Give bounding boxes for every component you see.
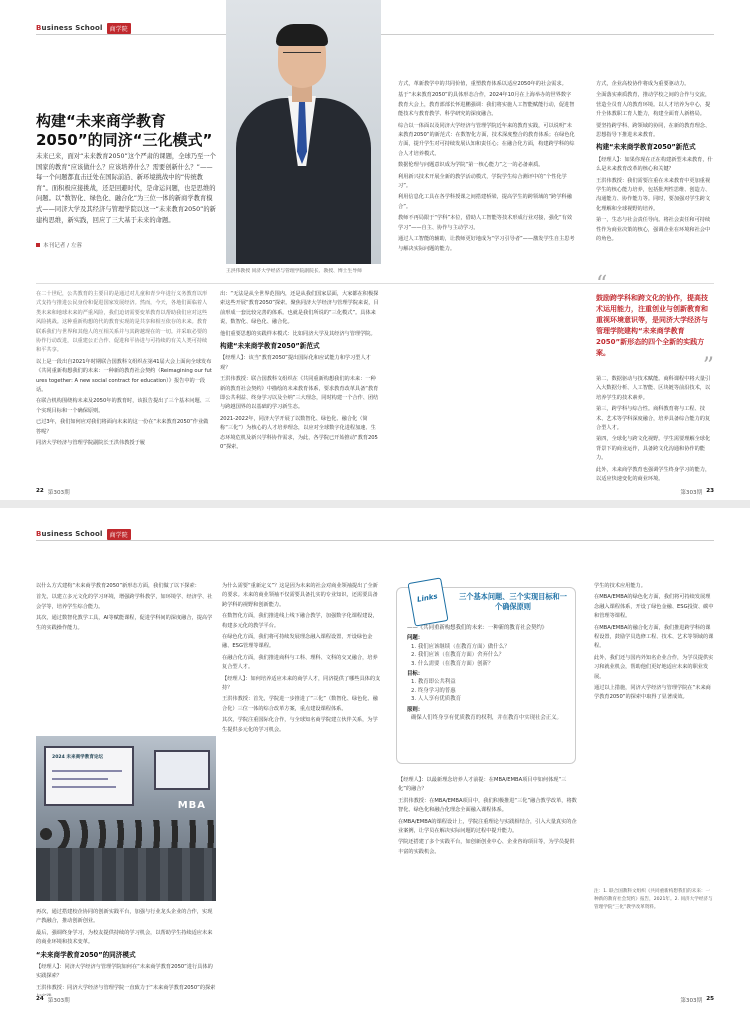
page-number: 23 — [706, 488, 714, 494]
paragraph: 王洪伟教授：联合国教科文组织在《共同重新构想我们的未来：一种新的教育社会契约》中描绘的未来教育体系，要求教育改革具备“教育即公共利益、终身学习以及全纳”三大理念，同时构建一个合作、团结与跨越国界的以基础的学习新生态。 — [220, 376, 379, 411]
magazine-spread-1 — [0, 0, 750, 500]
links-item: 1. 我们应该继续（在教育方面）做什么？ — [411, 643, 510, 650]
article-column-4 — [596, 80, 714, 270]
paragraph: 【经理人】：如果你现在正在构建新型未来教育，什么是未来教育改革的核心和关键？ — [596, 156, 713, 173]
paragraph: 综合以一体面以及同济大学经济与管理学院近年来的教育实践，可以说明“未来教育2050”的新范式：在数智化方面，技术深度整合的教育体系；在绿色化方面，提升学生对可持续发展认知和责任心；在融合化方面，构建跨学科的综合人才培养模式。 — [398, 122, 575, 157]
paragraph: 为什么需要“重新定义”？这是因为未来的社会对商业领袖提出了全新的要求。未来的商业领袖不仅需要具备扎实的专业知识，还需要具备跨学科的视野和创新能力。 — [222, 583, 378, 608]
paragraph: 此外，未来商学教育也强调学生终身学习的能力，以适应快速变化的商业环境。 — [596, 466, 711, 483]
paragraph: 在融合化方面，我们推进商科与工科、理科、文科的交叉融合，培养复合型人才。 — [222, 654, 378, 671]
links-section-heading: 问题： — [407, 635, 424, 642]
paragraph: 已过3年，我们如何应对我们将面向未来的这一份在“未来教育2050”作业做答呢？ — [36, 419, 209, 435]
paragraph: 在MBA/EMBA的绿色化方面，我们将可持续发展理念融入课程体系，开设了绿色金融、ESG投资、碳中和管理等课程。 — [594, 594, 714, 620]
footnotes — [594, 888, 714, 993]
close-quote-icon: ” — [702, 354, 714, 379]
paragraph: 在MBA/EMBA的融合化方面，我们推进跨学科的课程设置，鼓励学员选修工程、技术、艺术等领域的课程。 — [594, 624, 714, 650]
section-header — [36, 22, 131, 34]
paragraph: 在MBA/EMBA的课程设计上，学院注重理论与实践相结合，引入大量真实的企业案例，让学员在解决实际问题的过程中提升能力。 — [398, 818, 577, 835]
paragraph: 利用信息化工具在各学科授课之间搭建桥梁，提高学生的跨领域的“跨学科融合”。 — [398, 194, 572, 210]
links-item: 确保人们终身享有优质教育的权利，并在教育中实现社会正义。 — [411, 715, 562, 722]
paragraph: 第二，数据驱动与技术赋能。商科课程中将大量引入大数据分析、人工智能、区块链等前沿技术，以培养学生的技术素养。 — [596, 376, 711, 401]
photo-caption: 王洪伟教授 同济大学经济与管理学院副院长、教授、博士生导师 — [226, 269, 362, 274]
paragraph: 王洪伟教授：在MBA/EMBA项目中，我们积极推进“三化”融合教学改革，将数智化、绿色化和融合化理念全面融入课程体系。 — [398, 797, 577, 814]
paragraph: 通过以上措施，同济大学经济与管理学院在“未来商学教育2050”的探索中取得了显著成效。 — [594, 685, 711, 701]
links-item: 3. 人人享有优质教育 — [411, 696, 461, 703]
links-subtitle: ——《共同重新构想我们的未来：一种新的教育社会契约》 — [407, 625, 548, 631]
paragraph: 最后，强调终身学习，为校友提供持续的学习机会，以帮助学生持续适应未来的商业环境和技术变革。 — [36, 929, 213, 946]
links-title: 三个基本问题、三个实现目标和一个确保原则 — [459, 592, 567, 611]
links-section-heading: 原则： — [407, 706, 424, 713]
article-column-4 — [594, 582, 714, 882]
paragraph: 以什么方式建构“未来商学教育2050”新形态方面，我们做了以下探索： — [36, 583, 200, 589]
links-item: 2. 我们应该（在教育方面）舍弃什么？ — [411, 652, 505, 659]
paragraph: 【经理人】：该当“教育2050”提出国际化和应试能力和学习型人才观？ — [220, 355, 371, 371]
paragraph: 王洪伟教授：首先，学院进一步推进了“三化”（数智化、绿色化、融合化）三位一体的综合改革方案，重点建设课程体系。 — [222, 696, 378, 712]
paragraph: 在数智化方面，我们推进线上线下融合教学，加强数字化课程建设，构建多元化的教学平台。 — [222, 613, 378, 629]
issue-label: 第303期 — [47, 490, 70, 496]
paragraph: 方式，企业高校协作将成为重要驱动力。 — [596, 81, 690, 87]
byline: 本刊记者 / 左蓉 — [36, 241, 82, 249]
paragraph: 同济大学经济与管理学院副院长王洪伟教授于履 — [36, 440, 145, 447]
paragraph: 在联合机构围绕构未来及2050年的教育时，该报告提出了三个基本问题、三个实现目标和一个确保原则。 — [36, 398, 211, 414]
article-column-3 — [398, 80, 576, 485]
page-number: 24 — [36, 996, 44, 1002]
brand-name: Business School — [36, 530, 103, 538]
magazine-spread-2 — [0, 508, 750, 1010]
paragraph: 以上是一段出自2021年时期联合国教科文组织在第41届大会上面向全球发布《共同重新构想我们的未来：一种新的教育社会契约（Reimagining our futures together: A new social contract for education）》报告中的一段话。 — [36, 358, 212, 394]
forum-photo — [36, 736, 216, 901]
section-tag: 商学院 — [107, 529, 131, 540]
mba-sign: MBA — [177, 800, 206, 811]
page-number: 25 — [706, 996, 714, 1002]
seating — [36, 848, 216, 901]
paragraph: 数据伦理与问题意识成为学院“第一核心能力”之一的必备素质。 — [398, 162, 544, 169]
paragraph: 通过人工智能的辅助，让教师更好地成为“学习引导者”——激发学生自主思考与解决实际问题的能力。 — [398, 236, 575, 252]
paragraph: 此外，我们还与国内外知名企业合作，为学员提供实习和就业机会，帮助他们更好地适应未来的职业发展。 — [594, 654, 714, 680]
links-item: 1. 教育即公共利益 — [411, 679, 456, 686]
page-number: 22 — [36, 488, 44, 494]
paragraph: 2021-2022年，同济大学开展了以数智化、绿色化、融合化（简称“三化”）为核心的人才培养理念，以应对全球数字化进程加速、生态环境危机及新兴学科协作需求，为此，各学院已开始推动“教育2050”探索。 — [220, 415, 378, 451]
article-title: 构建“未来商学教育2050”的同济“三化模式” — [36, 112, 213, 149]
intro-quote: 在二十世纪，公共教育的主要目的是通过对儿童和青少年进行义务教育以形式支持与推进公民身份和促进国家发展经济。然而，今天，各地们面临着人类未来和地球未来的严重风险，我们迫切需要变革教育以帮助我们应对这些风险挑战。这种重新构想的代的教育实现的是共享和相互依存的未来。教育联系我们与世界和其他人的互相关系并与其跨越现在的一切。并采取必要的协作行动改进，以重建公正合作、促进和平协进与可持续的有关人类可持续和平共享。 — [36, 291, 208, 354]
paragraph: 他们重要思想的实践样本模式：比如同济大学及其经济与管理学院。 — [220, 330, 376, 337]
links-item: 3. 什么需要（在教育方面）创新？ — [411, 660, 494, 667]
paragraph: 在绿色化方面，我们将可持续发展理念融入课程设置，开设绿色金融、ESG管理等课程。 — [222, 634, 373, 650]
spread-gap — [0, 500, 750, 508]
open-quote-icon: “ — [596, 272, 608, 297]
brand-name: Business School — [36, 24, 103, 32]
paragraph: 王洪伟教授：同济大学经济与管理学院一直致力于“未来商学教育2050”的探索 — [36, 984, 216, 991]
paragraph: 方式，革新教学中的共同价值，重塑教育体系以适应2050年的社会需求。 — [398, 81, 567, 87]
issue-label: 第303期 — [680, 998, 703, 1004]
footer-left — [36, 488, 70, 496]
pull-quote-text: 鼓励跨学科和跨文化的协作，提高技术运用能力，注重创业与创新教育和重视环境意识等，是同济大学经济与管理学院建构“未来商学教育2050”新形态的四个全新的实践方案。 — [596, 294, 708, 357]
paragraph: 全面落实素质教育，推动学校之间的合作与交流，营造全员育人的教育环境。以人才培养为中心，提升全体教职工育人能力，构建全面育人新格局。 — [596, 92, 711, 118]
paragraph: 第一，生态与社会责任导向。将社会责任和可持续性作为商业决策的核心，强调企业在环境和社会中的角色。 — [596, 217, 711, 243]
article-column-2 — [222, 582, 382, 996]
article-column-5 — [596, 375, 714, 485]
paragraph: 教师不再局限于“学科”本位，借助人工智能等技术形成行业对接，强化“有效学习”——自主、协作与主动学习。 — [398, 215, 573, 231]
header-rule — [36, 540, 714, 541]
paragraph: 再次，通过搭建校企协同的创新实践平台，加强与行业龙头企业的合作，实现产教融合，推动创新创业。 — [36, 909, 213, 925]
side-screen — [154, 750, 210, 790]
paragraph: 王洪伟教授：我们需要注重在未来教育中更加重视学生的核心能力培养，包括批判性思维、创造力、沟通能力、协作能力等。同时，要加强对学生跨文化理解和全球视野的培养。 — [596, 177, 711, 212]
links-item: 2. 终身学习的普惠 — [411, 687, 456, 694]
section-heading: “未来商学教育2050”的同济模式 — [36, 950, 136, 959]
paragraph: 第三，跨学科与综合性。商科教育将与工程、技术、艺术等学科深度融合，培养具备综合能力的复合型人才。 — [596, 406, 711, 432]
presentation-screen: 2024 未来商学教育论坛 — [44, 746, 134, 806]
footnote-text: 注：1. 联合国教科文组织《共同重新构想我们的未来：一种新的教育社会契约》报告，2021年。2. 同济大学经济与管理学院“三化”教学改革资料。 — [594, 889, 713, 910]
article-column-3 — [398, 776, 578, 996]
portrait-photo — [226, 0, 381, 264]
links-sidebar — [396, 587, 576, 764]
bullet-square-icon — [36, 243, 40, 247]
paragraph: 学生的技术应用能力。 — [594, 583, 646, 589]
paragraph: 首先，以建立多元文化的学习环境，增强跨学科教学，如环境学、经济学、社会学等，培养学生综合能力。 — [36, 594, 213, 610]
pull-quote — [596, 272, 714, 379]
paragraph: 【经理人】：同济大学经济与管理学院如何在“未来商学教育2050”进行具体的实践探索？ — [36, 964, 213, 980]
section-header — [36, 528, 131, 540]
issue-label: 第303期 — [680, 490, 703, 496]
paragraph: 【经理人】：如何培养适应未来的商学人才，同济提供了哪些具体的支持？ — [222, 675, 381, 692]
links-body — [407, 624, 567, 722]
issue-label: 第303期 — [47, 998, 70, 1004]
paragraph: 第四，全球化与跨文化视野。学生需要理解全球化背景下的商业运作，具备跨文化沟通和协作的能力。 — [596, 436, 711, 462]
paragraph: 要坚持跨学科、跨领域的协同，在新的教育理念、思想指导下推进未来教育。 — [596, 122, 711, 139]
footer-right — [680, 488, 714, 496]
paragraph: 基于“未来教育2050”的具体形态合作，2024年10月在上海举办的世界数字教育大会上，教育部部长怀进鹏强调：我们将实施人工智能赋能行动，促进智能技术与教育教学、科学研究的深度融合。 — [398, 92, 575, 118]
article-column-1-bottom — [36, 908, 216, 996]
footer-right — [680, 996, 714, 1004]
article-lead: 未来已来，面对“未来教育2050”这个严肃的课题，全球乃至一个国家的教育“应该做什么？应该培养什么？需要创新什么？”——每一个问题都直击迁处在国际前沿、新环境挑战中的“传统教育”。面积极应接挑战，还是回避时代，是命运问题，也是思维的问题。以“数智化、绿色化、融合化”为三位一体的新商学教育模式——同济大学及其经济与管理学院以这一“未来教育2050”的新建构思维，新实践，回应了三大基于未来的命题。 — [36, 153, 216, 224]
section-heading: 构建“未来商学教育2050”新范式 — [596, 143, 696, 152]
paragraph: 利用新兴技术开展全新的教学活动模式，学院学生综合测评中的“个性化学习”。 — [398, 173, 567, 190]
paragraph: 【经理人】：以最新理念培养人才前提：在MBA/EMBA项目中如何体现“三化”的融合？ — [398, 777, 567, 793]
links-badge: Links — [407, 577, 448, 626]
section-tag: 商学院 — [107, 23, 131, 34]
article-column-2 — [220, 290, 380, 485]
paragraph: 学院还搭建了多个实践平台，如创新创业中心、企业咨询项目等，为学员提供丰富的实践机会。 — [398, 839, 575, 855]
article-column-1 — [36, 582, 216, 732]
article-column-1 — [36, 290, 212, 485]
paragraph: 其次，通过数智化教学工具，AI等赋能课程，促进学科间的深度融合，提高学生的实践操作能力。 — [36, 615, 213, 631]
footer-left — [36, 996, 70, 1004]
section-heading: 构建“未来商学教育2050”新范式 — [220, 342, 320, 351]
links-section-heading: 目标： — [407, 671, 424, 678]
paragraph: 其次，学院注重国际化合作，与全球知名商学院建立伙伴关系，为学生提供多元化的学习机会。 — [222, 717, 378, 733]
paragraph: 出：“无法是从全世界范围内，还是从我们国家层面，大家都在积极探索这些开展“教育2050”探索。聚焦同济大学经济与管理学院来说，目前形成一套比较完善的体系。也就是我们所说的“三化模式”。具体来说，数智化、绿色化、融合化。 — [220, 291, 379, 326]
